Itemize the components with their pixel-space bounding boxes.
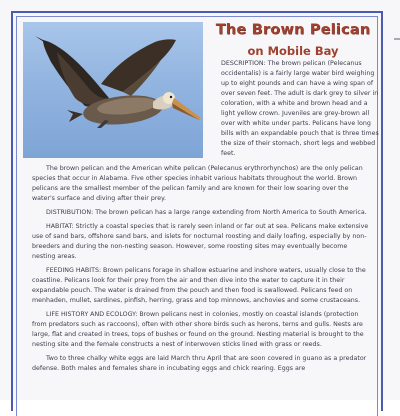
paragraph-intro: The brown pelican and the American white pelican (Pelecanus erythrorhynchos) are the only pelican species that occur in Alabama. Five other species inhabit various habitats throughout the world. Brown pelicans are the smallest member of the pelican family and are known for their low soaring over the water's surface and diving after their prey. bbox=[32, 165, 363, 202]
paragraph-distribution: DISTRIBUTION: The brown pelican has a large range extending from North America to South America. bbox=[46, 209, 367, 216]
pelican-illustration bbox=[23, 22, 203, 158]
description-paragraph bbox=[207, 59, 379, 159]
paragraph-eggs: Two to three chalky white eggs are laid March thru April that are soon covered in guano as a predator defense. Both males and females share in incubating eggs and chick rearing. Eggs are bbox=[32, 355, 367, 372]
paragraph-habitat: HABITAT: Strictly a coastal species that is rarely seen inland or far out at sea. Pelicans make extensive use of sand bars, offshore sand bars, and islets for nocturnal roosting and daily loafing, especially by non-breeders and during the non-nesting season. However, some roosting sites may eventually become nesting areas. bbox=[32, 223, 369, 260]
paragraph-life-history: LIFE HISTORY AND ECOLOGY: Brown pelicans nest in colonies, mostly on coastal islands (protection from predators such as raccoons), often with other shore birds such as herons, terns and gulls. Nests are large, flat and created in trees, tops of bushes or found on the ground. Nesting material is brought to the nesting site and the female constructs a nest of interwoven sticks lined with grass or reeds. bbox=[32, 311, 364, 348]
page-title: The Brown Pelican bbox=[215, 22, 371, 38]
description-text: DESCRIPTION: The brown pelican (Pelecanus occidentalis) is a fairly large water bird weighing up to eight pounds and can have a wing span of over seven feet. The adult is dark grey to silver in coloration, with a white and brown head and a light yellow crown. Juveniles are grey-brown all over with white under parts. Pelicans have long bills with an expandable pouch that is three times the size of their stomach, short legs and webbed feet. bbox=[221, 60, 379, 157]
page-subtitle: on Mobile Bay bbox=[247, 44, 339, 58]
paragraph-feeding-habits: FEEDING HABITS: Brown pelicans forage in shallow estuarine and inshore waters, usually close to the coastline. Pelicans look for their prey from the air and then dive into the water to capture it in their expandable pouch. The water is drained from the pouch and then food is swallowed. Pelicans feed on menhaden, mullet, sardines, pinfish, herring, grass and top minnows, anchovies and some crustaceans. bbox=[32, 267, 366, 304]
pelican-photo bbox=[23, 22, 203, 158]
page-edge-mark bbox=[394, 38, 400, 40]
article-body bbox=[32, 164, 372, 378]
